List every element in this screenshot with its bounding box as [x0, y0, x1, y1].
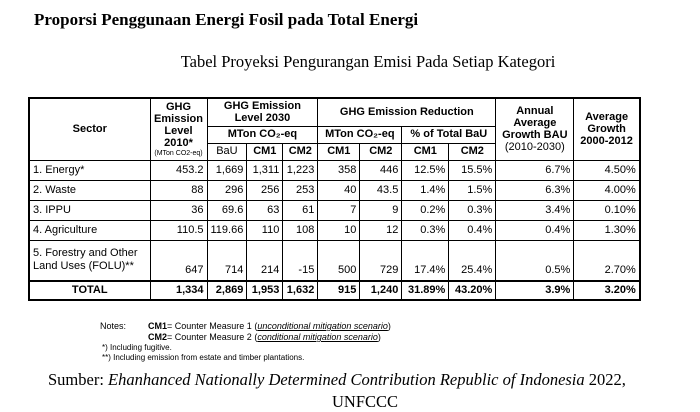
cell-pct-cm2: 0.4% [449, 220, 496, 240]
table-notes [100, 321, 391, 363]
table-row [29, 240, 640, 281]
table-row [29, 160, 640, 180]
cell-total-pct-cm1: 31.89% [402, 281, 449, 300]
cell-bau: 1,669 [207, 160, 247, 180]
header-ghg-reduction: GHG Emission Reduction [318, 98, 496, 126]
header-cm2-pct: CM2 [449, 143, 496, 160]
table-caption: Tabel Proyeksi Pengurangan Emisi Pada Setiap Kategori [180, 52, 556, 71]
cell-sector: 5. Forestry and Other Land Uses (FOLU)** [29, 240, 150, 281]
cell-cm2: 61 [283, 200, 318, 220]
cell-ghg2010: 36 [150, 200, 207, 220]
cell-total-cm2: 1,632 [283, 281, 318, 300]
table-row [29, 220, 640, 240]
cell-annual: 3.4% [496, 200, 574, 220]
cell-red-cm2: 43.5 [360, 180, 402, 200]
cell-total-red-cm1: 915 [318, 281, 360, 300]
notes-label: Notes: [100, 321, 127, 331]
cell-cm1: 110 [247, 220, 283, 240]
header-cm2-2030: CM2 [283, 143, 318, 160]
source-title: Ehanhanced Nationally Determined Contribution Republic of Indonesia [108, 370, 585, 389]
cell-average: 2.70% [574, 240, 640, 281]
footnote-plantations: **) Including emission from estate and timber plantations. [102, 353, 305, 362]
header-ghg-2030: GHG Emission Level 2030 [207, 98, 318, 126]
document-title: Proporsi Penggunaan Energi Fosil pada Total Energi [34, 10, 419, 29]
note-cm1-key: CM1 [148, 321, 168, 331]
cell-ghg2010: 453.2 [150, 160, 207, 180]
cell-pct-cm1: 17.4% [402, 240, 449, 281]
cell-average: 0.10% [574, 200, 640, 220]
header-cm1-2030: CM1 [247, 143, 283, 160]
cell-red-cm1: 40 [318, 180, 360, 200]
note-cm2-scenario: conditional mitigation scenario [257, 332, 378, 342]
cell-bau: 296 [207, 180, 247, 200]
cell-red-cm1: 358 [318, 160, 360, 180]
header-pct-total: % of Total BaU [402, 126, 496, 143]
cell-pct-cm2: 15.5% [449, 160, 496, 180]
cell-bau: 119.66 [207, 220, 247, 240]
cell-sector: 1. Energy* [29, 160, 150, 180]
cell-average: 1.30% [574, 220, 640, 240]
cell-pct-cm2: 0.3% [449, 200, 496, 220]
note-cm2: CM2= Counter Measure 2 (conditional mitigation scenario) [148, 332, 381, 342]
cell-total-average: 3.20% [574, 281, 640, 300]
cell-bau: 714 [207, 240, 247, 281]
note-cm1-scenario: unconditional mitigation scenario [257, 321, 388, 331]
cell-ghg2010: 88 [150, 180, 207, 200]
cell-cm1: 256 [247, 180, 283, 200]
header-sector: Sector [29, 98, 150, 160]
emission-table-wrapper [28, 97, 641, 301]
cell-cm2: 1,223 [283, 160, 318, 180]
cell-pct-cm1: 0.2% [402, 200, 449, 220]
cell-red-cm1: 500 [318, 240, 360, 281]
cell-cm2: 253 [283, 180, 318, 200]
header-annual-growth: Annual Average Growth BAU (2010-2030) [496, 98, 574, 160]
cell-total-annual: 3.9% [496, 281, 574, 300]
cell-sector: 3. IPPU [29, 200, 150, 220]
cell-annual: 6.7% [496, 160, 574, 180]
cell-cm1: 214 [247, 240, 283, 281]
table-row [29, 180, 640, 200]
cell-sector: 2. Waste [29, 180, 150, 200]
header-bau: BaU [207, 143, 247, 160]
note-cm1: Notes: CM1= Counter Measure 1 (unconditional mitigation scenario) [100, 321, 391, 331]
table-row [29, 200, 640, 220]
header-annual-range: (2010-2030) [504, 141, 565, 154]
cell-annual: 0.4% [496, 220, 574, 240]
header-mton-reduction: MTon CO₂-eq [318, 126, 402, 143]
source-citation: Sumber: Ehanhanced Nationally Determined Contribution Republic of Indonesia 2022, [48, 370, 626, 389]
cell-pct-cm2: 1.5% [449, 180, 496, 200]
cell-pct-cm2: 25.4% [449, 240, 496, 281]
header-cm2-reduction: CM2 [360, 143, 402, 160]
cell-total-bau: 2,869 [207, 281, 247, 300]
cell-annual: 6.3% [496, 180, 574, 200]
cell-red-cm2: 729 [360, 240, 402, 281]
header-ghg-2010-unit: (MTon CO2-eq) [154, 149, 203, 157]
cell-ghg2010: 647 [150, 240, 207, 281]
cell-cm2: 108 [283, 220, 318, 240]
table-total-row [29, 281, 640, 300]
source-citation-line2: UNFCCC [332, 392, 399, 411]
cell-red-cm2: 9 [360, 200, 402, 220]
cell-red-cm2: 446 [360, 160, 402, 180]
cell-cm1: 1,311 [247, 160, 283, 180]
cell-red-cm1: 7 [318, 200, 360, 220]
cell-cm1: 63 [247, 200, 283, 220]
header-ghg-2010: GHG Emission Level 2010* (MTon CO2-eq) [150, 98, 207, 160]
cell-total-pct-cm2: 43.20% [449, 281, 496, 300]
cell-bau: 69.6 [207, 200, 247, 220]
cell-total-red-cm2: 1,240 [360, 281, 402, 300]
header-cm1-pct: CM1 [402, 143, 449, 160]
footnote-fugitive: *) Including fugitive. [102, 343, 172, 352]
note-cm2-key: CM2 [148, 332, 168, 342]
cell-average: 4.00% [574, 180, 640, 200]
cell-annual: 0.5% [496, 240, 574, 281]
cell-total-ghg2010: 1,334 [150, 281, 207, 300]
cell-total-label: TOTAL [29, 281, 150, 300]
cell-red-cm1: 10 [318, 220, 360, 240]
header-cm1-reduction: CM1 [318, 143, 360, 160]
cell-ghg2010: 110.5 [150, 220, 207, 240]
cell-pct-cm1: 12.5% [402, 160, 449, 180]
cell-pct-cm1: 0.3% [402, 220, 449, 240]
cell-total-cm1: 1,953 [247, 281, 283, 300]
cell-average: 4.50% [574, 160, 640, 180]
cell-pct-cm1: 1.4% [402, 180, 449, 200]
header-average-growth: Average Growth 2000-2012 [574, 98, 640, 160]
emission-projection-table [28, 97, 641, 301]
cell-sector: 4. Agriculture [29, 220, 150, 240]
cell-red-cm2: 12 [360, 220, 402, 240]
cell-cm2: -15 [283, 240, 318, 281]
header-mton-2030: MTon CO₂-eq [207, 126, 318, 143]
